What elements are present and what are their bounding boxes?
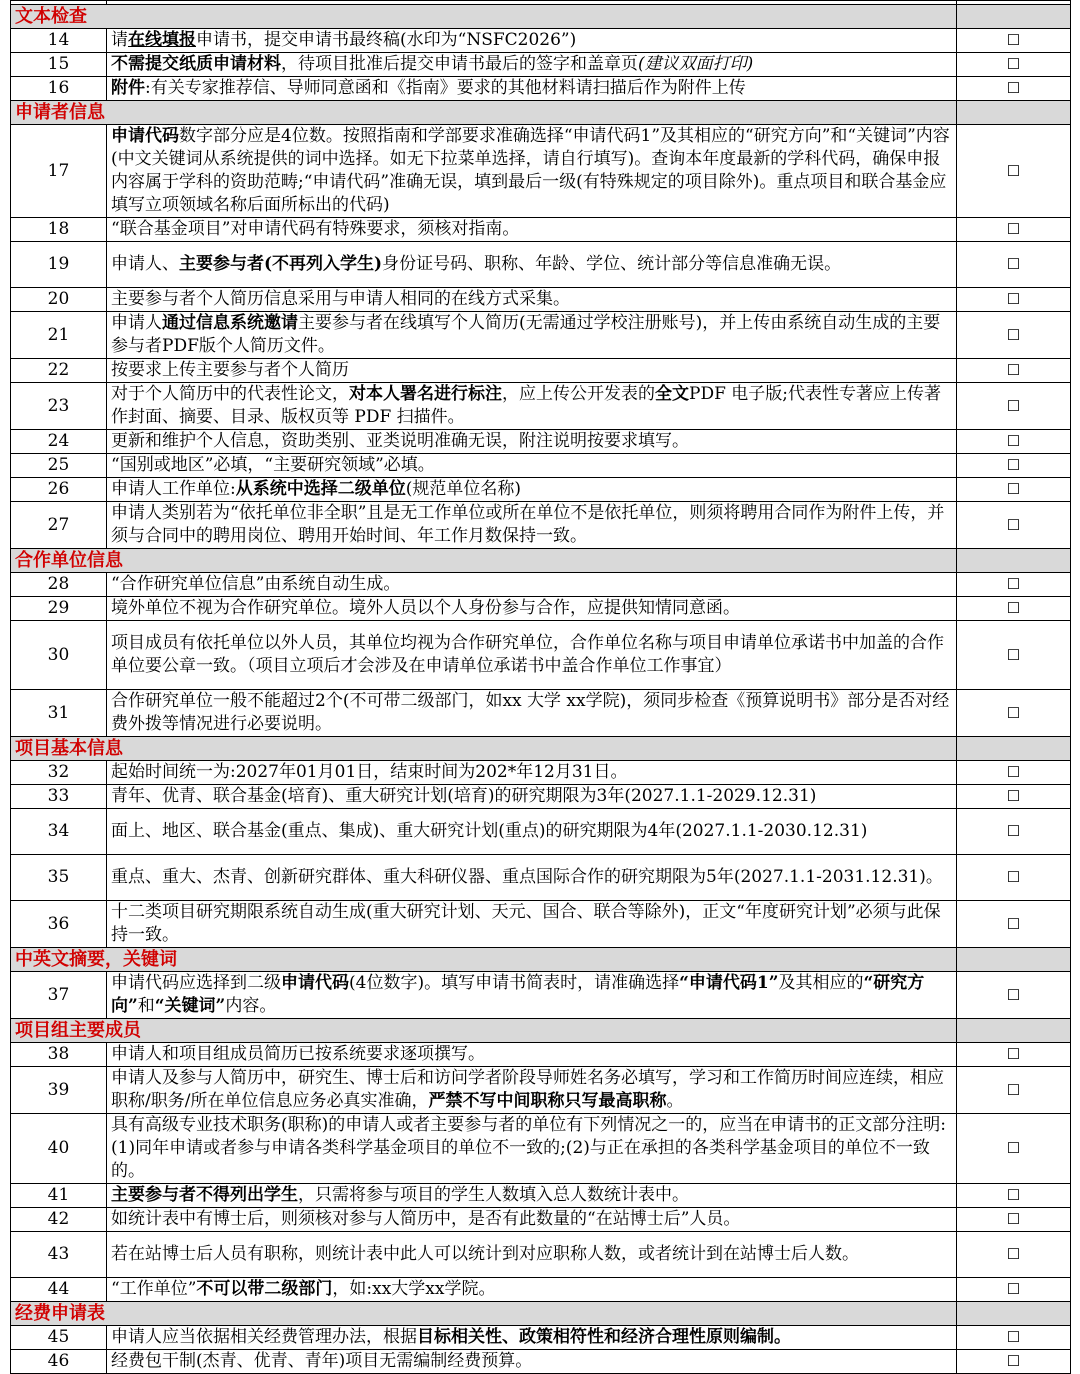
item-text-segment: 按要求上传主要参与者个人简历 [111, 360, 349, 380]
item-text [107, 621, 957, 690]
item-text-segment: 申请代码 [111, 126, 179, 146]
item-text-segment: 如统计表中有博士后，则须核对参与人简历中，是否有此数量的“在站博士后”人员。 [111, 1209, 741, 1229]
section-header [11, 5, 1071, 29]
table-row [11, 1278, 1071, 1302]
item-text [107, 1114, 957, 1184]
item-text-segment: 通过信息系统邀请 [162, 313, 298, 333]
item-text [107, 1067, 957, 1114]
section-title: 项目组主要成员 [11, 1019, 957, 1043]
item-text [107, 901, 957, 948]
table-row [11, 1350, 1071, 1374]
item-text-segment: “工作单位” [111, 1279, 197, 1299]
item-text-segment: 严禁不写中间职称只写最高职称 [428, 1091, 667, 1111]
table-row [11, 218, 1071, 242]
checklist-table [10, 0, 1071, 1374]
item-text [107, 1278, 957, 1302]
section-header [11, 549, 1071, 573]
item-number: 43 [11, 1232, 107, 1278]
item-number: 38 [11, 1043, 107, 1067]
item-number: 18 [11, 218, 107, 242]
checkbox[interactable]: ☐ [957, 1208, 1071, 1232]
checkbox[interactable]: ☐ [957, 621, 1071, 690]
table-row [11, 1208, 1071, 1232]
item-text [107, 77, 957, 101]
item-text-segment: 主要参与者不得列出学生 [111, 1185, 298, 1205]
table-row [11, 690, 1071, 737]
item-text-segment: 数字部分应是4位数。按照指南和学部要求准确选择“申请代码1”及其相应的“研究方向”和“关键词”内容(中文关键词从系统提供的词中选择。如无下拉菜单选择，请自行填写)。查询本年度最新的学科代码，确保申报内容属于学科的资助范畴;“申请代码”准确无误，填到最后一级(有特殊规定的项目除外)。重点项目和联合基金应填写立项领域名称后面所标出的代码) [111, 126, 950, 215]
item-number: 31 [11, 690, 107, 737]
item-number: 41 [11, 1184, 107, 1208]
item-number: 44 [11, 1278, 107, 1302]
item-text-segment: 附件 [111, 78, 145, 98]
item-text-segment: 内容。 [225, 996, 277, 1016]
item-text-segment: 十二类项目研究期限系统自动生成(重大研究计划、天元、国合、联合等除外)，正文“年度研究计划”必须与此保持一致。 [111, 902, 941, 945]
item-text [107, 288, 957, 312]
item-text [107, 359, 957, 383]
table-row [11, 242, 1071, 288]
item-text-segment: :有关专家推荐信、导师同意函和《指南》要求的其他材料请扫描后作为附件上传 [145, 78, 746, 98]
item-text-segment: 重点、重大、杰青、创新研究群体、重大科研仪器、重点国际合作的研究期限为5年(2027.1.1-2031.12.31)。 [111, 867, 943, 887]
section-title: 文本检查 [11, 5, 957, 29]
item-text [107, 1326, 957, 1350]
table-row [11, 901, 1071, 948]
checkbox[interactable]: ☐ [957, 597, 1071, 621]
item-text [107, 430, 957, 454]
item-number: 25 [11, 454, 107, 478]
item-number: 22 [11, 359, 107, 383]
checkbox[interactable]: ☐ [957, 1043, 1071, 1067]
section-title: 申请者信息 [11, 101, 957, 125]
item-number: 15 [11, 53, 107, 77]
item-text-segment: 申请书，提交申请书最终稿(水印为“NSFC2026”) [196, 30, 577, 50]
item-number: 36 [11, 901, 107, 948]
item-text [107, 312, 957, 359]
item-number: 35 [11, 855, 107, 901]
checkbox[interactable]: ☐ [957, 573, 1071, 597]
section-header [11, 948, 1071, 972]
item-text [107, 690, 957, 737]
item-text-segment: 起始时间统一为:2027年01月01日，结束时间为202*年12月31日。 [111, 762, 628, 782]
item-text [107, 855, 957, 901]
item-text [107, 1350, 957, 1374]
item-number: 39 [11, 1067, 107, 1114]
table-row [11, 785, 1071, 809]
checkbox[interactable]: ☐ [957, 1184, 1071, 1208]
item-text [107, 125, 957, 218]
section-title: 经费申请表 [11, 1302, 957, 1326]
checkbox[interactable]: ☐ [957, 454, 1071, 478]
item-text-segment: 合作研究单位一般不能超过2个(不可带二级部门，如xx 大学 xx学院)，须同步检查《预算说明书》部分是否对经费外拨等情况进行必要说明。 [111, 691, 950, 734]
checkbox[interactable]: ☐ [957, 312, 1071, 359]
item-text-segment: “申请代码1” [679, 973, 779, 993]
item-number: 37 [11, 972, 107, 1019]
checkbox[interactable]: ☐ [957, 502, 1071, 549]
item-text-segment: 从系统中选择二级单位 [235, 479, 406, 499]
item-text-segment: 在线填报 [128, 30, 196, 50]
table-row [11, 1114, 1071, 1184]
table-row [11, 621, 1071, 690]
checkbox[interactable]: ☐ [957, 242, 1071, 288]
item-text-segment: 申请人和项目组成员简历已按系统要求逐项撰写。 [111, 1044, 485, 1064]
item-text-segment: “研究方向” [111, 973, 925, 1016]
section-header [11, 101, 1071, 125]
item-text-segment: 境外单位不视为合作研究单位。境外人员以个人身份参与合作，应提供知情同意函。 [111, 598, 740, 618]
item-text [107, 597, 957, 621]
item-text-segment: 全文 [655, 384, 689, 404]
table-row [11, 478, 1071, 502]
item-text-segment: 不需提交纸质申请材料 [111, 54, 281, 74]
item-text [107, 502, 957, 549]
item-number: 16 [11, 77, 107, 101]
item-number: 45 [11, 1326, 107, 1350]
table-row [11, 1232, 1071, 1278]
item-number: 23 [11, 383, 107, 430]
table-row [11, 29, 1071, 53]
table-row [11, 77, 1071, 101]
checkbox[interactable]: ☐ [957, 430, 1071, 454]
item-text-segment: 对于个人简历中的代表性论文， [111, 384, 349, 404]
section-header [11, 1302, 1071, 1326]
item-text [107, 761, 957, 785]
item-text [107, 383, 957, 430]
item-text-segment: 及其相应的 [778, 973, 864, 993]
item-text-segment: 申请代码 [281, 973, 349, 993]
item-text-segment: 主要参与者个人简历信息采用与申请人相同的在线方式采集。 [111, 289, 570, 309]
checkbox[interactable]: ☐ [957, 1350, 1071, 1374]
item-text-segment: ，应上传公开发表的 [502, 384, 655, 404]
item-text-segment: 申请人类别若为“依托单位非全职”且是无工作单位或所在单位不是依托单位，则须将聘用合同作为附件上传，并须与合同中的聘用岗位、聘用开始时间、年工作月数保持一致。 [111, 503, 945, 546]
item-number: 46 [11, 1350, 107, 1374]
item-text-segment: ，如:xx大学xx学院。 [332, 1279, 496, 1299]
checkbox[interactable]: ☐ [957, 29, 1071, 53]
table-row [11, 855, 1071, 901]
checkbox[interactable]: ☐ [957, 359, 1071, 383]
table-row [11, 288, 1071, 312]
item-text-segment: (建议双面打印) [638, 54, 754, 74]
item-text-segment: 申请人 [111, 313, 162, 333]
item-text [107, 785, 957, 809]
item-number: 27 [11, 502, 107, 549]
item-text-segment: 申请人、 [111, 254, 179, 274]
item-text-segment: (4位数字)。填写申请书简表时，请准确选择 [349, 973, 680, 993]
item-text-segment: 青年、优青、联合基金(培育)、重大研究计划(培育)的研究期限为3年(2027.1.1-2029.12.31) [111, 786, 817, 806]
table-row [11, 1043, 1071, 1067]
item-number: 29 [11, 597, 107, 621]
item-text-segment: 申请人应当依据相关经费管理办法，根据 [111, 1327, 417, 1347]
item-text [107, 1208, 957, 1232]
table-row [11, 1326, 1071, 1350]
checkbox[interactable]: ☐ [957, 125, 1071, 218]
checkbox[interactable]: ☐ [957, 77, 1071, 101]
checkbox[interactable]: ☐ [957, 690, 1071, 737]
checkbox[interactable]: ☐ [957, 901, 1071, 948]
item-text-segment: 申请人工作单位: [111, 479, 236, 499]
checkbox[interactable]: ☐ [957, 288, 1071, 312]
item-text-segment: PDF 电子版;代表性专著应上传著作封面、摘要、目录、版权页等 PDF 扫描件。 [111, 384, 941, 427]
table-row [11, 454, 1071, 478]
item-text-segment: 请 [111, 30, 128, 50]
checkbox[interactable]: ☐ [957, 478, 1071, 502]
item-text-segment: 更新和维护个人信息，资助类别、亚类说明准确无误，附注说明按要求填写。 [111, 431, 689, 451]
item-text-segment: 项目成员有依托单位以外人员，其单位均视为合作研究单位，合作单位名称与项目申请单位承诺书中加盖的合作单位要公章一致。（项目立项后才会涉及在申请单位承诺书中盖合作单位工作事宜） [111, 633, 944, 676]
item-text [107, 454, 957, 478]
item-text-segment: 。 [666, 1091, 684, 1111]
item-text-segment: 具有高级专业技术职务(职称)的申请人或者主要参与者的单位有下列情况之一的，应当在申请书的正文部分注明:(1)同年申请或者参与申请各类科学基金项目的单位不一致的;(2)与正在承担的各类科学基金项目的单位不一致的。 [111, 1115, 946, 1181]
checkbox[interactable]: ☐ [957, 1326, 1071, 1350]
item-text-segment: 不可以带二级部门 [196, 1279, 333, 1299]
item-text-segment: “联合基金项目”对申请代码有特殊要求，须核对指南。 [111, 219, 520, 239]
item-text-segment: “关键词” [154, 996, 226, 1016]
table-row [11, 761, 1071, 785]
item-number: 40 [11, 1114, 107, 1184]
item-text-segment: “国别或地区”必填，“主要研究领域”必填。 [111, 455, 435, 475]
item-text-segment: “合作研究单位信息”由系统自动生成。 [111, 574, 401, 594]
item-text [107, 29, 957, 53]
table-row [11, 383, 1071, 430]
item-text-segment: (规范单位名称) [405, 479, 521, 499]
checkbox[interactable]: ☐ [957, 1232, 1071, 1278]
checkbox[interactable]: ☐ [957, 1278, 1071, 1302]
table-row [11, 359, 1071, 383]
item-text [107, 242, 957, 288]
item-text-segment: 目标相关性、政策相符性和经济合理性原则编制。 [417, 1327, 791, 1347]
table-row [11, 573, 1071, 597]
checkbox[interactable]: ☐ [957, 809, 1071, 855]
item-number: 21 [11, 312, 107, 359]
item-text [107, 1043, 957, 1067]
table-row [11, 502, 1071, 549]
item-number: 17 [11, 125, 107, 218]
item-text-segment: 身份证号码、职称、年龄、学位、统计部分等信息准确无误。 [382, 254, 842, 274]
item-text [107, 53, 957, 77]
table-row [11, 53, 1071, 77]
item-text-segment: 主要参与者(不再列入学生) [179, 254, 383, 274]
section-header [11, 1019, 1071, 1043]
section-title: 中英文摘要，关键词 [11, 948, 957, 972]
item-text-segment: 主要参与者在线填写个人简历(无需通过学校注册账号)，并上传由系统自动生成的主要参与者PDF版个人简历文件。 [111, 313, 941, 356]
section-header [11, 737, 1071, 761]
checkbox[interactable]: ☐ [957, 761, 1071, 785]
item-number: 20 [11, 288, 107, 312]
checkbox[interactable]: ☐ [957, 855, 1071, 901]
item-number: 33 [11, 785, 107, 809]
item-text-segment: 申请人及参与人简历中，研究生、博士后和访问学者阶段导师姓名务必填写，学习和工作简历时间应连续，相应职称/职务/所在单位信息应务必真实准确， [111, 1068, 944, 1111]
item-text-segment: 和 [137, 996, 155, 1016]
table-row [11, 125, 1071, 218]
item-text-segment: 面上、地区、联合基金(重点、集成)、重大研究计划(重点)的研究期限为4年(2027.1.1-2030.12.31) [111, 821, 868, 841]
checkbox[interactable]: ☐ [957, 383, 1071, 430]
checkbox[interactable]: ☐ [957, 785, 1071, 809]
item-text-segment: ，只需将参与项目的学生人数填入总人数统计表中。 [298, 1185, 689, 1205]
checkbox[interactable]: ☐ [957, 972, 1071, 1019]
checkbox[interactable]: ☐ [957, 1067, 1071, 1114]
item-text [107, 218, 957, 242]
table-row [11, 430, 1071, 454]
item-number: 24 [11, 430, 107, 454]
table-row [11, 1184, 1071, 1208]
item-number: 42 [11, 1208, 107, 1232]
item-text [107, 573, 957, 597]
checkbox[interactable]: ☐ [957, 218, 1071, 242]
section-title: 合作单位信息 [11, 549, 957, 573]
item-text-segment: ，待项目批准后提交申请书最后的签字和盖章页 [281, 54, 638, 74]
item-number: 26 [11, 478, 107, 502]
item-text [107, 478, 957, 502]
checkbox[interactable]: ☐ [957, 1114, 1071, 1184]
table-row [11, 809, 1071, 855]
item-text-segment: 若在站博士后人员有职称，则统计表中此人可以统计到对应职称人数，或者统计到在站博士后人数。 [111, 1244, 859, 1264]
item-text [107, 972, 957, 1019]
table-row [11, 972, 1071, 1019]
item-text-segment: 申请代码应选择到二级 [111, 973, 281, 993]
table-row [11, 1067, 1071, 1114]
table-row [11, 597, 1071, 621]
item-number: 32 [11, 761, 107, 785]
item-text-segment: 对本人署名进行标注 [349, 384, 502, 404]
item-text [107, 809, 957, 855]
item-number: 28 [11, 573, 107, 597]
item-number: 19 [11, 242, 107, 288]
item-text [107, 1232, 957, 1278]
item-text [107, 1184, 957, 1208]
item-number: 34 [11, 809, 107, 855]
item-text-segment: 经费包干制(杰青、优青、青年)项目无需编制经费预算。 [111, 1351, 533, 1371]
section-title: 项目基本信息 [11, 737, 957, 761]
item-number: 14 [11, 29, 107, 53]
table-row [11, 312, 1071, 359]
checkbox[interactable]: ☐ [957, 53, 1071, 77]
item-number: 30 [11, 621, 107, 690]
